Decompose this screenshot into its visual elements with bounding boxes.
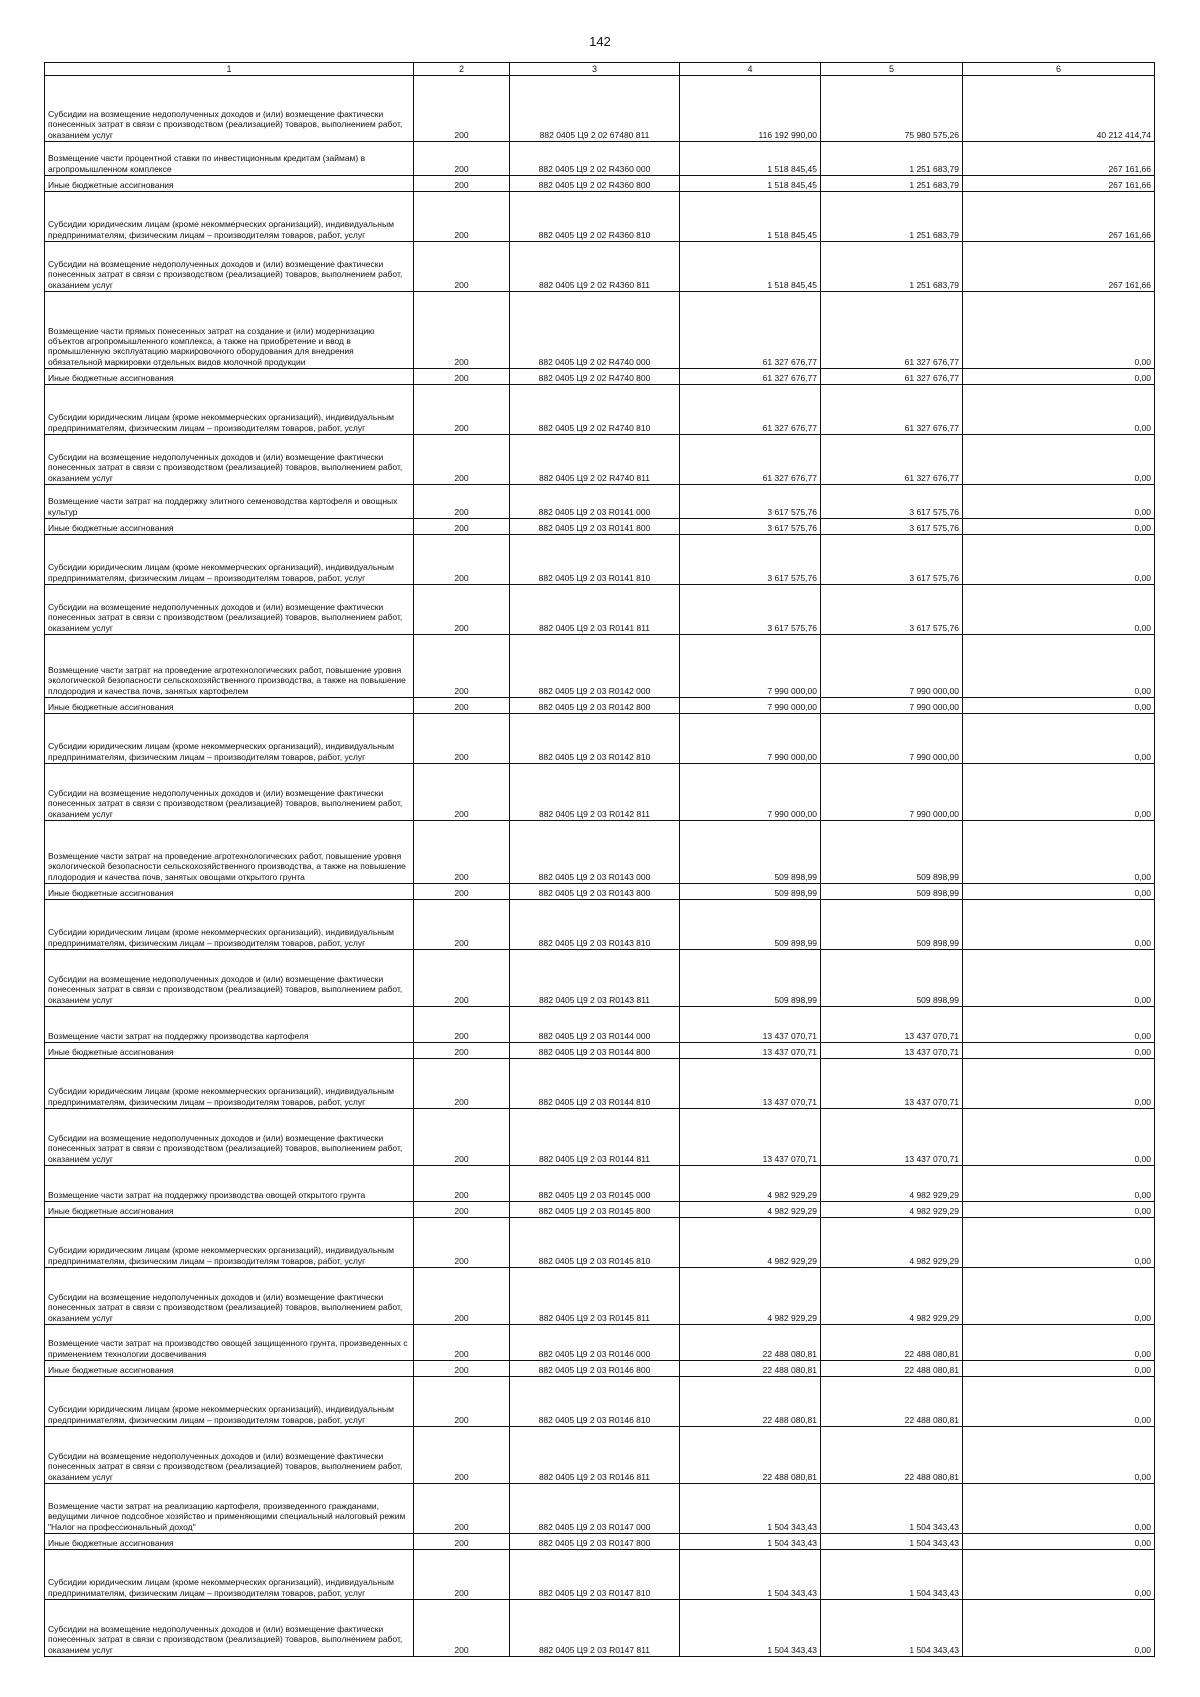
row-budget-classification: 882 0405 Ц9 2 03 R0143 800 — [510, 884, 680, 900]
row-line-code: 200 — [414, 1202, 510, 1218]
row-executed-amount: 3 617 575,76 — [821, 519, 963, 535]
row-unexecuted-amount: 0,00 — [963, 435, 1155, 485]
table-row — [45, 1202, 1155, 1218]
row-budget-classification: 882 0405 Ц9 2 03 R0146 810 — [510, 1377, 680, 1427]
row-budget-classification: 882 0405 Ц9 2 03 R0147 811 — [510, 1600, 680, 1657]
table-row — [45, 1325, 1155, 1361]
row-line-code: 200 — [414, 1377, 510, 1427]
row-name: Субсидии на возмещение недополученных доходов и (или) возмещение фактически понесенных затрат в связи с производством (реализацией) товаров, выполнением работ, оказанием услуг — [45, 1600, 414, 1657]
column-number-header: 2 — [414, 63, 510, 76]
table-row — [45, 1534, 1155, 1550]
row-unexecuted-amount: 0,00 — [963, 1268, 1155, 1325]
row-name: Возмещение части затрат на производство овощей защищенного грунта, произведенных с применением технологии досвечивания — [45, 1325, 414, 1361]
row-budget-classification: 882 0405 Ц9 2 03 R0142 000 — [510, 635, 680, 698]
row-unexecuted-amount: 0,00 — [963, 292, 1155, 369]
row-approved-amount: 116 192 990,00 — [680, 76, 821, 142]
row-line-code: 200 — [414, 242, 510, 292]
row-name: Субсидии на возмещение недополученных доходов и (или) возмещение фактически понесенных затрат в связи с производством (реализацией) товаров, выполнением работ, оказанием услуг — [45, 1268, 414, 1325]
row-unexecuted-amount: 0,00 — [963, 519, 1155, 535]
row-unexecuted-amount: 0,00 — [963, 950, 1155, 1007]
row-unexecuted-amount: 0,00 — [963, 1550, 1155, 1600]
row-budget-classification: 882 0405 Ц9 2 02 R4360 811 — [510, 242, 680, 292]
table-row — [45, 884, 1155, 900]
row-executed-amount: 509 898,99 — [821, 950, 963, 1007]
row-line-code: 200 — [414, 369, 510, 385]
row-line-code: 200 — [414, 176, 510, 192]
row-line-code: 200 — [414, 1534, 510, 1550]
row-line-code: 200 — [414, 485, 510, 519]
row-approved-amount: 13 437 070,71 — [680, 1109, 821, 1166]
row-budget-classification: 882 0405 Ц9 2 02 R4740 810 — [510, 385, 680, 435]
row-executed-amount: 3 617 575,76 — [821, 585, 963, 635]
row-executed-amount: 1 504 343,43 — [821, 1534, 963, 1550]
row-budget-classification: 882 0405 Ц9 2 03 R0141 000 — [510, 485, 680, 519]
row-line-code: 200 — [414, 1043, 510, 1059]
row-budget-classification: 882 0405 Ц9 2 03 R0144 810 — [510, 1059, 680, 1109]
row-line-code: 200 — [414, 1427, 510, 1484]
row-executed-amount: 61 327 676,77 — [821, 435, 963, 485]
row-line-code: 200 — [414, 1550, 510, 1600]
row-unexecuted-amount: 0,00 — [963, 714, 1155, 764]
row-line-code: 200 — [414, 519, 510, 535]
row-name: Субсидии на возмещение недополученных доходов и (или) возмещение фактически понесенных затрат в связи с производством (реализацией) товаров, выполнением работ, оказанием услуг — [45, 76, 414, 142]
row-executed-amount: 4 982 929,29 — [821, 1166, 963, 1202]
row-approved-amount: 509 898,99 — [680, 884, 821, 900]
row-unexecuted-amount: 0,00 — [963, 698, 1155, 714]
row-executed-amount: 1 504 343,43 — [821, 1600, 963, 1657]
row-budget-classification: 882 0405 Ц9 2 03 R0147 800 — [510, 1534, 680, 1550]
row-line-code: 200 — [414, 714, 510, 764]
table-row — [45, 1043, 1155, 1059]
table-row — [45, 1377, 1155, 1427]
row-name: Субсидии на возмещение недополученных доходов и (или) возмещение фактически понесенных затрат в связи с производством (реализацией) товаров, выполнением работ, оказанием услуг — [45, 1109, 414, 1166]
row-budget-classification: 882 0405 Ц9 2 02 67480 811 — [510, 76, 680, 142]
row-budget-classification: 882 0405 Ц9 2 02 R4360 800 — [510, 176, 680, 192]
table-row — [45, 485, 1155, 519]
row-approved-amount: 1 518 845,45 — [680, 192, 821, 242]
row-unexecuted-amount: 0,00 — [963, 1043, 1155, 1059]
row-unexecuted-amount: 267 161,66 — [963, 176, 1155, 192]
row-approved-amount: 4 982 929,29 — [680, 1268, 821, 1325]
table-row — [45, 698, 1155, 714]
row-budget-classification: 882 0405 Ц9 2 03 R0142 800 — [510, 698, 680, 714]
row-approved-amount: 61 327 676,77 — [680, 385, 821, 435]
row-executed-amount: 1 251 683,79 — [821, 192, 963, 242]
row-approved-amount: 4 982 929,29 — [680, 1218, 821, 1268]
table-row — [45, 435, 1155, 485]
row-approved-amount: 7 990 000,00 — [680, 635, 821, 698]
row-unexecuted-amount: 267 161,66 — [963, 192, 1155, 242]
row-name: Субсидии юридическим лицам (кроме некоммерческих организаций), индивидуальным предпринимателям, физическим лицам – производителям товаров, работ, услуг — [45, 714, 414, 764]
row-line-code: 200 — [414, 76, 510, 142]
row-approved-amount: 61 327 676,77 — [680, 435, 821, 485]
row-name: Иные бюджетные ассигнования — [45, 369, 414, 385]
row-unexecuted-amount: 0,00 — [963, 1325, 1155, 1361]
row-budget-classification: 882 0405 Ц9 2 03 R0145 800 — [510, 1202, 680, 1218]
row-name: Субсидии юридическим лицам (кроме некоммерческих организаций), индивидуальным предпринимателям, физическим лицам – производителям товаров, работ, услуг — [45, 1059, 414, 1109]
row-executed-amount: 13 437 070,71 — [821, 1007, 963, 1043]
row-line-code: 200 — [414, 192, 510, 242]
row-approved-amount: 22 488 080,81 — [680, 1361, 821, 1377]
table-row — [45, 764, 1155, 821]
table-row — [45, 1166, 1155, 1202]
table-row — [45, 714, 1155, 764]
row-unexecuted-amount: 0,00 — [963, 369, 1155, 385]
row-name: Иные бюджетные ассигнования — [45, 698, 414, 714]
row-budget-classification: 882 0405 Ц9 2 02 R4740 800 — [510, 369, 680, 385]
row-name: Возмещение части прямых понесенных затрат на создание и (или) модернизацию объектов агропромышленного комплекса, а также на приобретение и ввод в промышленную эксплуатацию маркировочного оборудования для внедрения обязательной маркировки отдельных видов молочной продукции — [45, 292, 414, 369]
row-name: Субсидии на возмещение недополученных доходов и (или) возмещение фактически понесенных затрат в связи с производством (реализацией) товаров, выполнением работ, оказанием услуг — [45, 242, 414, 292]
row-approved-amount: 1 504 343,43 — [680, 1484, 821, 1534]
row-executed-amount: 7 990 000,00 — [821, 698, 963, 714]
row-name: Субсидии юридическим лицам (кроме некоммерческих организаций), индивидуальным предпринимателям, физическим лицам – производителям товаров, работ, услуг — [45, 385, 414, 435]
row-name: Иные бюджетные ассигнования — [45, 1202, 414, 1218]
row-approved-amount: 509 898,99 — [680, 900, 821, 950]
row-approved-amount: 1 504 343,43 — [680, 1534, 821, 1550]
row-budget-classification: 882 0405 Ц9 2 03 R0144 000 — [510, 1007, 680, 1043]
column-number-header: 3 — [510, 63, 680, 76]
column-number-header: 5 — [821, 63, 963, 76]
row-name: Субсидии на возмещение недополученных доходов и (или) возмещение фактически понесенных затрат в связи с производством (реализацией) товаров, выполнением работ, оказанием услуг — [45, 950, 414, 1007]
row-unexecuted-amount: 0,00 — [963, 1109, 1155, 1166]
row-unexecuted-amount: 0,00 — [963, 1377, 1155, 1427]
row-unexecuted-amount: 0,00 — [963, 1007, 1155, 1043]
row-name: Субсидии юридическим лицам (кроме некоммерческих организаций), индивидуальным предпринимателям, физическим лицам – производителям товаров, работ, услуг — [45, 192, 414, 242]
row-line-code: 200 — [414, 635, 510, 698]
row-line-code: 200 — [414, 1218, 510, 1268]
row-unexecuted-amount: 0,00 — [963, 385, 1155, 435]
row-unexecuted-amount: 0,00 — [963, 821, 1155, 884]
row-unexecuted-amount: 0,00 — [963, 1218, 1155, 1268]
row-executed-amount: 7 990 000,00 — [821, 764, 963, 821]
row-budget-classification: 882 0405 Ц9 2 02 R4740 811 — [510, 435, 680, 485]
table-row — [45, 950, 1155, 1007]
row-name: Иные бюджетные ассигнования — [45, 176, 414, 192]
row-unexecuted-amount: 0,00 — [963, 1202, 1155, 1218]
table-row — [45, 242, 1155, 292]
table-row — [45, 821, 1155, 884]
row-approved-amount: 3 617 575,76 — [680, 519, 821, 535]
row-approved-amount: 1 518 845,45 — [680, 242, 821, 292]
row-budget-classification: 882 0405 Ц9 2 03 R0144 811 — [510, 1109, 680, 1166]
page-number: 142 — [589, 34, 611, 49]
row-line-code: 200 — [414, 764, 510, 821]
table-row — [45, 1007, 1155, 1043]
row-line-code: 200 — [414, 1600, 510, 1657]
row-name: Возмещение части затрат на поддержку элитного семеноводства картофеля и овощных культур — [45, 485, 414, 519]
column-number-header: 1 — [45, 63, 414, 76]
row-executed-amount: 75 980 575,26 — [821, 76, 963, 142]
row-executed-amount: 1 251 683,79 — [821, 176, 963, 192]
row-executed-amount: 509 898,99 — [821, 900, 963, 950]
row-unexecuted-amount: 0,00 — [963, 635, 1155, 698]
row-unexecuted-amount: 0,00 — [963, 1600, 1155, 1657]
table-row — [45, 1361, 1155, 1377]
row-budget-classification: 882 0405 Ц9 2 02 R4740 000 — [510, 292, 680, 369]
row-approved-amount: 7 990 000,00 — [680, 764, 821, 821]
row-executed-amount: 4 982 929,29 — [821, 1268, 963, 1325]
row-name: Иные бюджетные ассигнования — [45, 1534, 414, 1550]
table-row — [45, 142, 1155, 176]
row-line-code: 200 — [414, 1007, 510, 1043]
row-unexecuted-amount: 0,00 — [963, 535, 1155, 585]
row-budget-classification: 882 0405 Ц9 2 03 R0147 000 — [510, 1484, 680, 1534]
row-line-code: 200 — [414, 821, 510, 884]
table-row — [45, 635, 1155, 698]
row-executed-amount: 1 504 343,43 — [821, 1484, 963, 1534]
row-name: Возмещение части процентной ставки по инвестиционным кредитам (займам) в агропромышленном комплексе — [45, 142, 414, 176]
table-row — [45, 385, 1155, 435]
table-row — [45, 1268, 1155, 1325]
table-row — [45, 76, 1155, 142]
row-approved-amount: 61 327 676,77 — [680, 369, 821, 385]
row-budget-classification: 882 0405 Ц9 2 03 R0146 000 — [510, 1325, 680, 1361]
row-name: Иные бюджетные ассигнования — [45, 884, 414, 900]
row-name: Субсидии юридическим лицам (кроме некоммерческих организаций), индивидуальным предпринимателям, физическим лицам – производителям товаров, работ, услуг — [45, 535, 414, 585]
row-name: Возмещение части затрат на проведение агротехнологических работ, повышение уровня экологической безопасности сельскохозяйственного производства, а также на повышение плодородия и качества почв, занятых картофелем — [45, 635, 414, 698]
row-unexecuted-amount: 0,00 — [963, 1484, 1155, 1534]
row-line-code: 200 — [414, 884, 510, 900]
row-name: Возмещение части затрат на проведение агротехнологических работ, повышение уровня экологической безопасности сельскохозяйственного производства, а также на повышение плодородия и качества почв, занятых овощами открытого грунта — [45, 821, 414, 884]
row-approved-amount: 4 982 929,29 — [680, 1202, 821, 1218]
row-unexecuted-amount: 267 161,66 — [963, 142, 1155, 176]
row-budget-classification: 882 0405 Ц9 2 02 R4360 000 — [510, 142, 680, 176]
row-approved-amount: 3 617 575,76 — [680, 535, 821, 585]
row-approved-amount: 13 437 070,71 — [680, 1059, 821, 1109]
row-approved-amount: 1 504 343,43 — [680, 1550, 821, 1600]
table-row — [45, 1109, 1155, 1166]
row-executed-amount: 61 327 676,77 — [821, 369, 963, 385]
row-name: Иные бюджетные ассигнования — [45, 1043, 414, 1059]
row-approved-amount: 13 437 070,71 — [680, 1043, 821, 1059]
row-name: Субсидии юридическим лицам (кроме некоммерческих организаций), индивидуальным предпринимателям, физическим лицам – производителям товаров, работ, услуг — [45, 1550, 414, 1600]
row-unexecuted-amount: 0,00 — [963, 884, 1155, 900]
table-row — [45, 292, 1155, 369]
column-number-header: 6 — [963, 63, 1155, 76]
row-approved-amount: 1 504 343,43 — [680, 1600, 821, 1657]
row-executed-amount: 1 251 683,79 — [821, 242, 963, 292]
row-line-code: 200 — [414, 1059, 510, 1109]
row-approved-amount: 22 488 080,81 — [680, 1427, 821, 1484]
row-line-code: 200 — [414, 900, 510, 950]
row-line-code: 200 — [414, 585, 510, 635]
row-line-code: 200 — [414, 1109, 510, 1166]
row-line-code: 200 — [414, 435, 510, 485]
row-budget-classification: 882 0405 Ц9 2 03 R0143 810 — [510, 900, 680, 950]
row-unexecuted-amount: 0,00 — [963, 1166, 1155, 1202]
row-budget-classification: 882 0405 Ц9 2 03 R0142 810 — [510, 714, 680, 764]
row-line-code: 200 — [414, 535, 510, 585]
row-line-code: 200 — [414, 1325, 510, 1361]
table-row — [45, 176, 1155, 192]
row-name: Возмещение части затрат на реализацию картофеля, произведенного гражданами, ведущими личное подсобное хозяйство и применяющими специальный налоговый режим "Налог на профессиональный доход" — [45, 1484, 414, 1534]
row-name: Субсидии юридическим лицам (кроме некоммерческих организаций), индивидуальным предпринимателям, физическим лицам – производителям товаров, работ, услуг — [45, 900, 414, 950]
row-executed-amount: 61 327 676,77 — [821, 292, 963, 369]
row-line-code: 200 — [414, 1361, 510, 1377]
row-unexecuted-amount: 40 212 414,74 — [963, 76, 1155, 142]
row-line-code: 200 — [414, 142, 510, 176]
row-executed-amount: 4 982 929,29 — [821, 1218, 963, 1268]
row-executed-amount: 22 488 080,81 — [821, 1325, 963, 1361]
row-executed-amount: 4 982 929,29 — [821, 1202, 963, 1218]
row-unexecuted-amount: 0,00 — [963, 900, 1155, 950]
row-name: Иные бюджетные ассигнования — [45, 519, 414, 535]
table-row — [45, 192, 1155, 242]
row-budget-classification: 882 0405 Ц9 2 03 R0141 800 — [510, 519, 680, 535]
row-line-code: 200 — [414, 1484, 510, 1534]
row-approved-amount: 509 898,99 — [680, 821, 821, 884]
row-approved-amount: 61 327 676,77 — [680, 292, 821, 369]
row-budget-classification: 882 0405 Ц9 2 03 R0146 800 — [510, 1361, 680, 1377]
row-unexecuted-amount: 0,00 — [963, 585, 1155, 635]
table-row — [45, 1600, 1155, 1657]
row-name: Возмещение части затрат на поддержку производства овощей открытого грунта — [45, 1166, 414, 1202]
row-budget-classification: 882 0405 Ц9 2 03 R0144 800 — [510, 1043, 680, 1059]
row-budget-classification: 882 0405 Ц9 2 03 R0145 810 — [510, 1218, 680, 1268]
row-executed-amount: 22 488 080,81 — [821, 1377, 963, 1427]
row-budget-classification: 882 0405 Ц9 2 03 R0147 810 — [510, 1550, 680, 1600]
row-budget-classification: 882 0405 Ц9 2 03 R0143 811 — [510, 950, 680, 1007]
table-row — [45, 1059, 1155, 1109]
row-unexecuted-amount: 0,00 — [963, 485, 1155, 519]
row-name: Субсидии юридическим лицам (кроме некоммерческих организаций), индивидуальным предпринимателям, физическим лицам – производителям товаров, работ, услуг — [45, 1218, 414, 1268]
row-approved-amount: 22 488 080,81 — [680, 1377, 821, 1427]
row-budget-classification: 882 0405 Ц9 2 03 R0141 810 — [510, 535, 680, 585]
row-line-code: 200 — [414, 385, 510, 435]
row-name: Субсидии на возмещение недополученных доходов и (или) возмещение фактически понесенных затрат в связи с производством (реализацией) товаров, выполнением работ, оказанием услуг — [45, 585, 414, 635]
row-line-code: 200 — [414, 292, 510, 369]
row-unexecuted-amount: 0,00 — [963, 1427, 1155, 1484]
row-executed-amount: 1 504 343,43 — [821, 1550, 963, 1600]
row-unexecuted-amount: 0,00 — [963, 1059, 1155, 1109]
table-row — [45, 1218, 1155, 1268]
row-executed-amount: 7 990 000,00 — [821, 714, 963, 764]
table-row — [45, 519, 1155, 535]
row-line-code: 200 — [414, 1166, 510, 1202]
row-executed-amount: 3 617 575,76 — [821, 535, 963, 585]
table-row — [45, 1427, 1155, 1484]
row-executed-amount: 61 327 676,77 — [821, 385, 963, 435]
row-line-code: 200 — [414, 698, 510, 714]
row-name: Субсидии на возмещение недополученных доходов и (или) возмещение фактически понесенных затрат в связи с производством (реализацией) товаров, выполнением работ, оказанием услуг — [45, 435, 414, 485]
row-name: Субсидии на возмещение недополученных доходов и (или) возмещение фактически понесенных затрат в связи с производством (реализацией) товаров, выполнением работ, оказанием услуг — [45, 1427, 414, 1484]
row-executed-amount: 1 251 683,79 — [821, 142, 963, 176]
row-executed-amount: 13 437 070,71 — [821, 1043, 963, 1059]
row-budget-classification: 882 0405 Ц9 2 03 R0143 000 — [510, 821, 680, 884]
row-approved-amount: 4 982 929,29 — [680, 1166, 821, 1202]
row-approved-amount: 3 617 575,76 — [680, 485, 821, 519]
row-budget-classification: 882 0405 Ц9 2 03 R0142 811 — [510, 764, 680, 821]
table-row — [45, 900, 1155, 950]
row-budget-classification: 882 0405 Ц9 2 03 R0146 811 — [510, 1427, 680, 1484]
row-executed-amount: 509 898,99 — [821, 821, 963, 884]
row-line-code: 200 — [414, 950, 510, 1007]
row-unexecuted-amount: 267 161,66 — [963, 242, 1155, 292]
row-executed-amount: 22 488 080,81 — [821, 1361, 963, 1377]
table-row — [45, 369, 1155, 385]
row-name: Субсидии на возмещение недополученных доходов и (или) возмещение фактически понесенных затрат в связи с производством (реализацией) товаров, выполнением работ, оказанием услуг — [45, 764, 414, 821]
row-unexecuted-amount: 0,00 — [963, 1361, 1155, 1377]
column-number-row — [45, 63, 1155, 76]
row-approved-amount: 1 518 845,45 — [680, 176, 821, 192]
row-approved-amount: 3 617 575,76 — [680, 585, 821, 635]
table-body — [45, 76, 1155, 1657]
row-budget-classification: 882 0405 Ц9 2 03 R0141 811 — [510, 585, 680, 635]
row-approved-amount: 13 437 070,71 — [680, 1007, 821, 1043]
row-budget-classification: 882 0405 Ц9 2 02 R4360 810 — [510, 192, 680, 242]
row-name: Возмещение части затрат на поддержку производства картофеля — [45, 1007, 414, 1043]
column-number-header: 4 — [680, 63, 821, 76]
row-name: Субсидии юридическим лицам (кроме некоммерческих организаций), индивидуальным предпринимателям, физическим лицам – производителям товаров, работ, услуг — [45, 1377, 414, 1427]
row-approved-amount: 1 518 845,45 — [680, 142, 821, 176]
row-unexecuted-amount: 0,00 — [963, 1534, 1155, 1550]
row-budget-classification: 882 0405 Ц9 2 03 R0145 000 — [510, 1166, 680, 1202]
table-row — [45, 1484, 1155, 1534]
table-row — [45, 1550, 1155, 1600]
row-executed-amount: 22 488 080,81 — [821, 1427, 963, 1484]
row-executed-amount: 7 990 000,00 — [821, 635, 963, 698]
row-approved-amount: 509 898,99 — [680, 950, 821, 1007]
row-approved-amount: 22 488 080,81 — [680, 1325, 821, 1361]
row-executed-amount: 13 437 070,71 — [821, 1109, 963, 1166]
row-line-code: 200 — [414, 1268, 510, 1325]
row-executed-amount: 3 617 575,76 — [821, 485, 963, 519]
row-executed-amount: 13 437 070,71 — [821, 1059, 963, 1109]
row-executed-amount: 509 898,99 — [821, 884, 963, 900]
row-unexecuted-amount: 0,00 — [963, 764, 1155, 821]
row-budget-classification: 882 0405 Ц9 2 03 R0145 811 — [510, 1268, 680, 1325]
row-name: Иные бюджетные ассигнования — [45, 1361, 414, 1377]
table-row — [45, 535, 1155, 585]
row-approved-amount: 7 990 000,00 — [680, 698, 821, 714]
row-approved-amount: 7 990 000,00 — [680, 714, 821, 764]
budget-execution-table — [44, 62, 1155, 1657]
table-row — [45, 585, 1155, 635]
